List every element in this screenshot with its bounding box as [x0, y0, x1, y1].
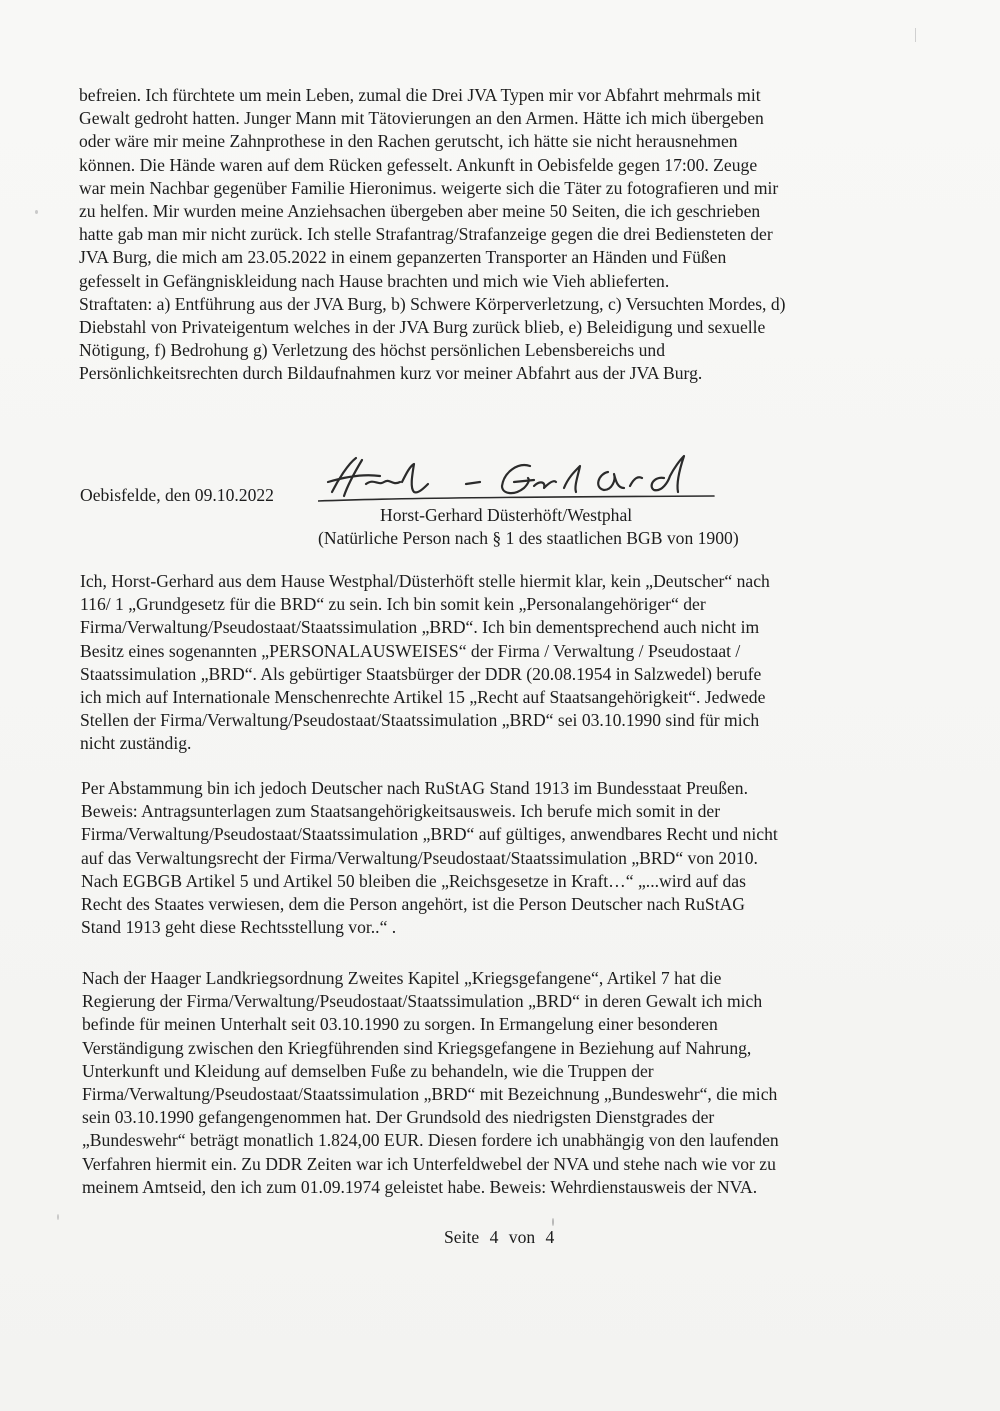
paragraph-straftaten: befreien. Ich fürchtete um mein Leben, zumal die Drei JVA Typen mir vor Abfahrt mehrmals mit Gewalt gedroht hatten. Junger Mann mit Tätovierungen an den Armen. Hätte ich mich übergeben oder wäre mir meine Zahnprothese in den Rachen gerutscht, ich hätte sie nicht herausnehmen können. Die Hände waren auf dem Rücken gefesselt. Ankunft in Oebisfelde gegen 17:00. Zeuge war mein Nachbar gegenüber Familie Hieronimus. weigerte sich die Täter zu fotografieren und mir zu helfen. Mir wurden meine Anziehsachen übergeben aber meine 50 Seiten, die ich geschrieben hatte gab man mir nicht zurück. Ich stelle Strafantrag/Strafanzeige gegen die drei Bediensteten der JVA Burg, die mich am 23.05.2022 in einem gepanzerten Transporter an Händen und Füßen gefesselt in Gefängniskleidung nach Hause brachten und mich wie Vieh ablieferten. Straftaten: a) Entführung aus der JVA Burg, b) Schwere Körperverletzung, c) Versuchten Mordes, d) Diebstahl von Privateigentum welches in der JVA Burg zurück blieb, e) Beleidigung und sexuelle Nötigung, f) Bedrohung g) Verletzung des höchst persönlichen Lebensbereichs und Persönlichkeitsrechten durch Bildaufnahmen kurz vor meiner Abfahrt aus der JVA Burg.	[79, 85, 786, 384]
scan-mark	[915, 28, 916, 42]
paragraph-abstammung: Per Abstammung bin ich jedoch Deutscher nach RuStAG Stand 1913 im Bundesstaat Preußen. Beweis: Antragsunterlagen zum Staatsangehörigkeitsausweis. Ich berufe mich somit in der Firma/Verwaltung/Pseudostaat/Staatssimulation „BRD“ auf gültiges, anwendbares Recht und nicht auf das Verwaltungsrecht der Firma/Verwaltung/Pseudostaat/Staatssimulation „BRD“ von 2010. Nach EGBGB Artikel 5 und Artikel 50 bleiben die „Reichsgesetze in Kraft…“ „...wird auf das Recht des Staates verwiesen, dem die Person angehört, ist die Person Deutscher nach RuStAG Stand 1913 geht diese Rechtsstellung vor..“ .	[81, 778, 778, 938]
scan-speck	[57, 1214, 59, 1220]
page-number: Seite 4 von 4	[444, 1227, 555, 1247]
handwritten-signature-icon	[318, 452, 718, 508]
paragraph-landkriegsordnung: Nach der Haager Landkriegsordnung Zweites Kapitel „Kriegsgefangene“, Artikel 7 hat die Regierung der Firma/Verwaltung/Pseudostaat/Staatssimulation „BRD“ in deren Gewalt ich mich befinde für meinen Unterhalt seit 03.10.1990 zu sorgen. In Ermangelung einer besonderen Verständigung zwischen den Kriegführenden sind Kriegsgefangene in Beziehung auf Nahrung, Unterkunft und Kleidung auf demselben Fuße zu behandeln, wie die Truppen der Firma/Verwaltung/Pseudostaat/Staatssimulation „BRD“ mit Bezeichnung „Bundeswehr“, die mich sein 03.10.1990 gefangengenommen hat. Der Grundsold des niedrigsten Dienstgrades der „Bundeswehr“ beträgt monatlich 1.824,00 EUR. Diesen fordere ich unabhängig von den laufenden Verfahren hiermit ein. Zu DDR Zeiten war ich Unterfeldwebel der NVA und stehe nach wie vor zu meinem Amtseid, den ich zum 01.09.1974 geleistet habe. Beweis: Wehrdienstausweis der NVA.	[82, 968, 779, 1197]
signatory-note: (Natürliche Person nach § 1 des staatlichen BGB von 1900)	[318, 528, 739, 548]
paragraph-staatsangehoerigkeit: Ich, Horst-Gerhard aus dem Hause Westphal/Düsterhöft stelle hiermit klar, kein „Deutscher“ nach 116/ 1 „Grundgesetz für die BRD“ zu sein. Ich bin somit kein „Personalangehöriger“ der Firma/Verwaltung/Pseudostaat/Staatssimulation „BRD“. Ich bin dementsprechend auch nicht im Besitz eines sogenannten „PERSONALAUSWEISES“ der Firma / Verwaltung / Pseudostaat / Staatssimulation „BRD“. Als gebürtiger Staatsbürger der DDR (20.08.1954 in Salzwedel) berufe ich mich auf Internationale Menschenrechte Artikel 15 „Recht auf Staatsangehörigkeit“. Jedwede Stellen der Firma/Verwaltung/Pseudostaat/Staatssimulation „BRD“ sei 03.10.1990 sind für mich nicht zuständig.	[80, 571, 770, 754]
signatory-name: Horst-Gerhard Düsterhöft/Westphal	[380, 505, 633, 525]
scan-speck	[35, 210, 38, 214]
place-date: Oebisfelde, den 09.10.2022	[80, 485, 274, 505]
scan-speck	[552, 1218, 554, 1226]
